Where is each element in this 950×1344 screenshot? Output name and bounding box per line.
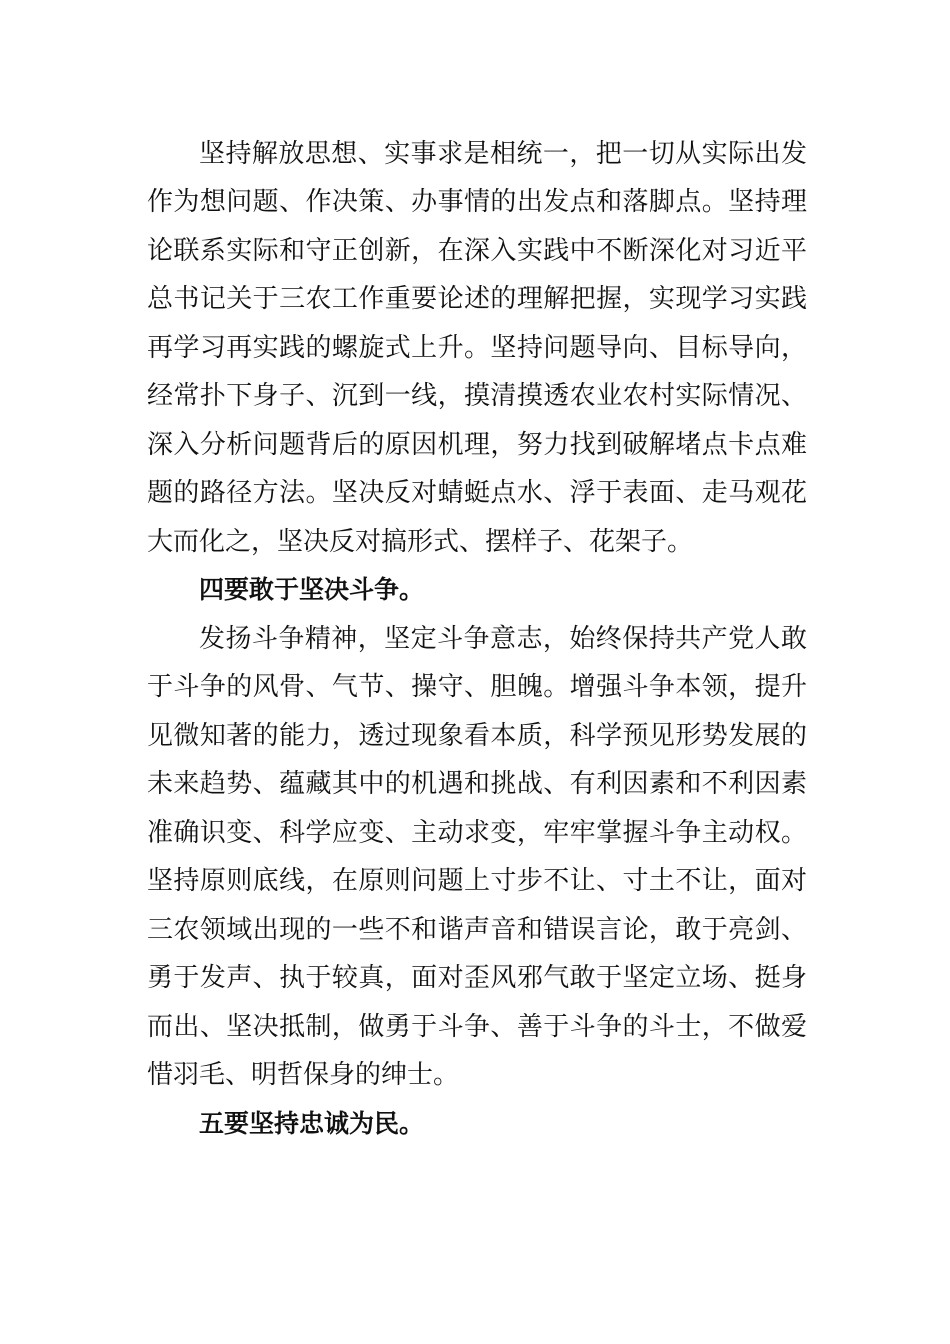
paragraph-1-line-4: 总书记关于三农工作重要论述的理解把握，实现学习实践 <box>147 284 807 314</box>
paragraph-1-line-5: 再学习再实践的螺旋式上升。坚持问题导向、目标导向， <box>147 333 807 363</box>
paragraph-1-line-3: 论联系实际和守正创新，在深入实践中不断深化对习近平 <box>147 236 807 266</box>
paragraph-2-line-7: 三农领域出现的一些不和谐声音和错误言论，敢于亮剑、 <box>147 915 807 945</box>
paragraph-1-line-2: 作为想问题、作决策、办事情的出发点和落脚点。坚持理 <box>147 187 807 217</box>
paragraph-2-line-9: 而出、坚决抵制，做勇于斗争、善于斗争的斗士，不做爱 <box>147 1012 807 1042</box>
paragraph-1-line-7: 深入分析问题背后的原因机理，努力找到破解堵点卡点难 <box>147 430 807 460</box>
paragraph-2-line-4: 未来趋势、蕴藏其中的机遇和挑战、有利因素和不利因素 <box>147 769 807 799</box>
paragraph-2-line-5: 准确识变、科学应变、主动求变，牢牢掌握斗争主动权。 <box>147 818 807 848</box>
paragraph-2-line-8: 勇于发声、执于较真，面对歪风邪气敢于坚定立场、挺身 <box>147 963 807 993</box>
paragraph-1-line-8: 题的路径方法。坚决反对蜻蜓点水、浮于表面、走马观花 <box>147 478 807 508</box>
section-heading-4: 四要敢于坚决斗争。 <box>199 575 425 604</box>
paragraph-1-line-9: 大而化之，坚决反对搞形式、摆样子、花架子。 <box>147 527 694 557</box>
paragraph-2-line-2: 于斗争的风骨、气节、操守、胆魄。增强斗争本领，提升 <box>147 672 807 702</box>
paragraph-1-line-6: 经常扑下身子、沉到一线，摸清摸透农业农村实际情况、 <box>147 381 807 411</box>
paragraph-2-line-10: 惜羽毛、明哲保身的绅士。 <box>147 1060 460 1090</box>
paragraph-2-line-3: 见微知著的能力，透过现象看本质，科学预见形势发展的 <box>147 721 807 751</box>
paragraph-2-line-1: 发扬斗争精神，坚定斗争意志，始终保持共产党人敢 <box>199 624 807 654</box>
section-heading-5: 五要坚持忠诚为民。 <box>199 1109 425 1138</box>
paragraph-1-line-1: 坚持解放思想、实事求是相统一，把一切从实际出发 <box>199 139 807 169</box>
paragraph-2-line-6: 坚持原则底线，在原则问题上寸步不让、寸土不让，面对 <box>147 866 807 896</box>
